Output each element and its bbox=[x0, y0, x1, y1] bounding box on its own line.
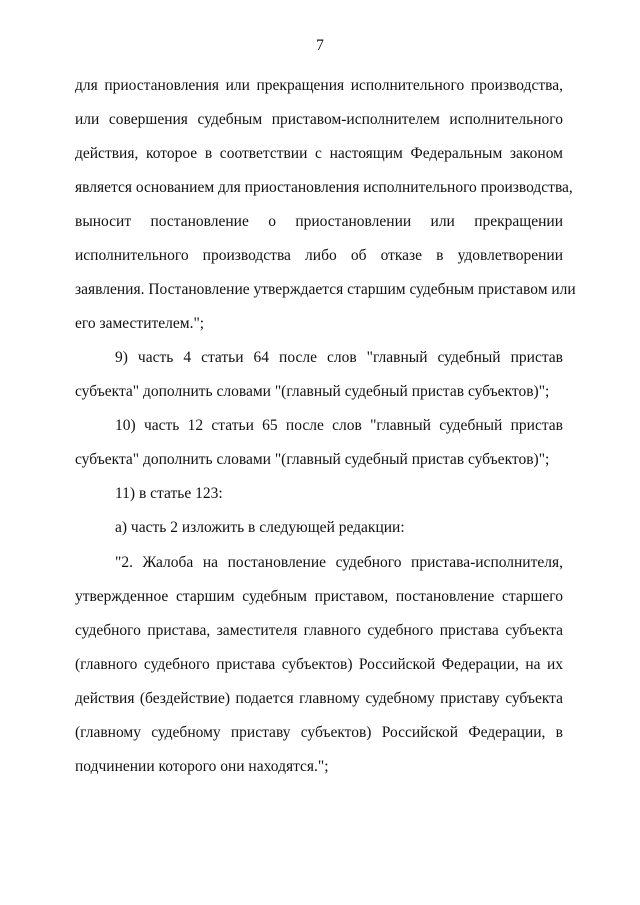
text-line: субъекта" дополнить словами "(главный судебный пристав субъектов)"; bbox=[75, 451, 550, 468]
page-number: 7 bbox=[316, 37, 324, 54]
text-line: утвержденное старшим судебным приставом, постановление старшего bbox=[75, 588, 563, 605]
text-line: 9) часть 4 статьи 64 после слов "главный судебный пристав bbox=[115, 349, 563, 366]
text-line: "2. Жалоба на постановление судебного пристава-исполнителя, bbox=[115, 554, 563, 571]
text-line: является основанием для приостановления исполнительного производства, bbox=[75, 179, 573, 196]
text-line: судебного пристава, заместителя главного судебного пристава субъекта bbox=[75, 622, 563, 639]
text-line: подчинении которого они находятся."; bbox=[75, 758, 329, 775]
text-line: а) часть 2 изложить в следующей редакции: bbox=[115, 519, 405, 536]
text-line: (главному судебному приставу субъектов) Российской Федерации, в bbox=[75, 724, 563, 741]
text-line: 10) часть 12 статьи 65 после слов "главный судебный пристав bbox=[115, 417, 563, 434]
text-line: заявления. Постановление утверждается старшим судебным приставом или bbox=[75, 281, 576, 298]
text-line: действия, которое в соответствии с настоящим Федеральным законом bbox=[75, 145, 563, 162]
text-line: субъекта" дополнить словами "(главный судебный пристав субъектов)"; bbox=[75, 383, 550, 400]
text-line: действия (бездействие) подается главному судебному приставу субъекта bbox=[75, 690, 563, 707]
text-line: или совершения судебным приставом-исполнителем исполнительного bbox=[75, 111, 563, 128]
text-line: для приостановления или прекращения исполнительного производства, bbox=[75, 77, 563, 94]
text-line: его заместителем."; bbox=[75, 315, 205, 332]
text-line: исполнительного производства либо об отказе в удовлетворении bbox=[75, 247, 563, 264]
text-line: 11) в статье 123: bbox=[115, 485, 223, 502]
text-line: (главного судебного пристава субъектов) Российской Федерации, на их bbox=[75, 656, 563, 673]
text-line: выносит постановление о приостановлении или прекращении bbox=[75, 213, 563, 230]
